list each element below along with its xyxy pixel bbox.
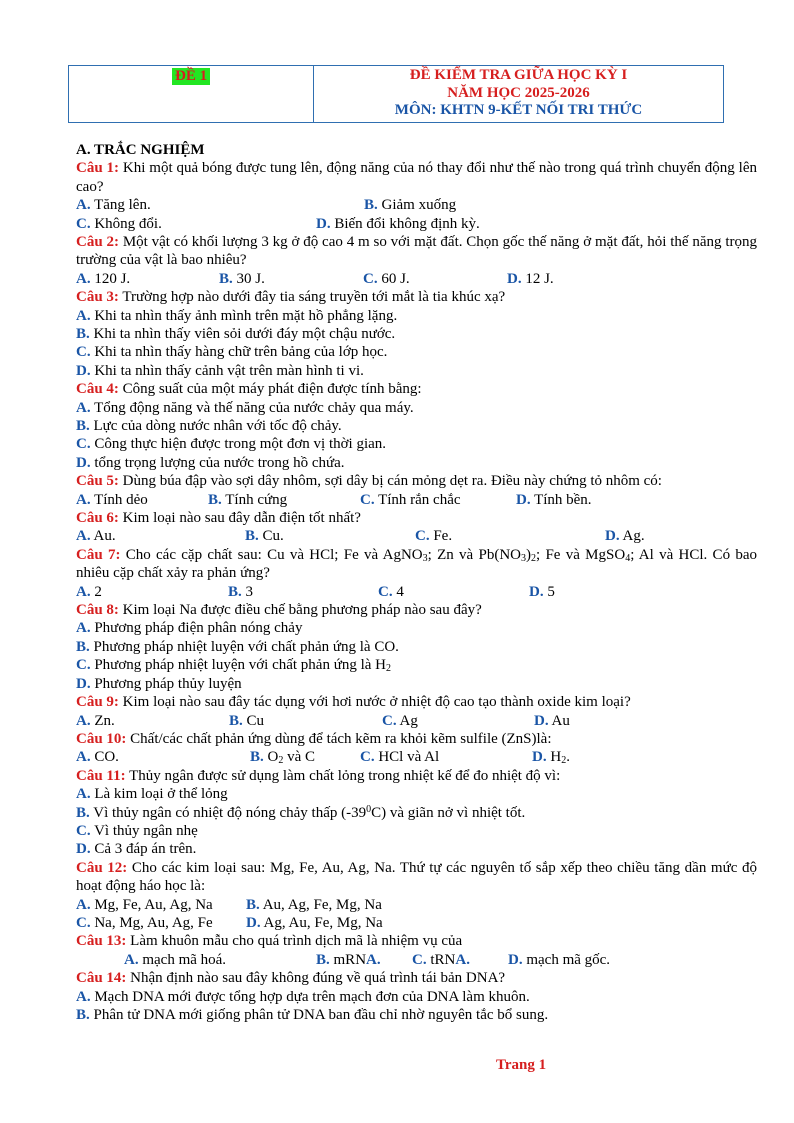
option-text: 5 [543,583,555,600]
option-key: A. [76,896,91,913]
option-key: C. [360,749,375,766]
option-key: D. [532,749,547,766]
section-title: A. TRẮC NGHIỆM [76,142,205,158]
option-text: mạch mã hoá. [138,951,227,968]
question-text: Dùng búa đập vào sợi dây nhôm, sợi dây bị cán mỏng dẹt ra. Điều này chứng tỏ nhôm có: [118,473,662,490]
question-text: Cho các kim loại sau: Mg, Fe, Au, Ag, Na. Thứ tự các nguyên tố sắp xếp theo chiều tăng dần mức độ hoạt động háo học là: [76,859,758,895]
option-line [76,822,757,840]
option-key: C. [363,270,378,287]
question-4 [76,380,757,398]
option-suffix: A. [455,951,470,968]
option-line [76,988,757,1006]
question-label: Câu 14: [76,970,127,987]
option-line [76,307,757,325]
subject-line: MÔN: KHTN 9-KẾT NỐI TRI THỨC [394,102,643,118]
option-key: D. [76,675,91,692]
option-key: C. [378,583,393,600]
option-key: C. [382,712,397,729]
option-text: Au, Ag, Fe, Mg, Na [259,896,382,913]
options-row [76,712,757,730]
question-3 [76,288,757,306]
option-text: Cu [242,712,265,729]
question-10 [76,730,757,748]
question-text: Cho các cặp chất sau: Cu và HCl; Fe và AgNO$_3$; Zn và $Pb(NO_3)_2$; Fe và MgSO$_4$; Al và HCl. Có bao nhiêu cặp chất xảy ra phản ứng? [76,546,758,582]
option-key: B. [228,583,242,600]
option-key: A. [76,528,91,545]
option-key: D. [316,215,331,232]
question-label: Câu 2: [76,234,119,250]
option-text: Tính bền. [530,491,592,508]
option-text: Au [548,712,570,729]
option-text: tổng trọng lượng của nước trong hồ chứa. [90,454,345,471]
option-key: A. [76,620,91,637]
option-text: $H_2$. [546,749,570,767]
option-text: Khi ta nhìn thấy hàng chữ trên bảng của lớp học. [90,344,388,361]
option-line [76,325,757,343]
option-key: B. [364,197,378,214]
option-line [76,675,757,693]
question-7 [76,546,757,583]
question-text: Làm khuôn mẫu cho quá trình dịch mã là nhiệm vụ của [126,933,463,950]
header-table [68,65,724,123]
option-key: A. [76,270,91,287]
option-text: Công thực hiện được trong một đơn vị thời gian. [90,436,387,453]
question-label: Câu 1: [76,160,120,177]
option-suffix: A. [366,951,381,968]
option-text: Khi ta nhìn thấy viên sỏi dưới đáy một chậu nước. [89,326,396,343]
option-text: 30 J. [232,270,265,287]
question-label: Câu 6: [76,510,119,527]
option-text: Khi ta nhìn thấy ảnh mình trên mặt hồ phẳng lặng. [90,307,398,324]
option-text: Ag. [619,528,645,545]
option-text: Phương pháp nhiệt luyện với chất phản ứng là CO. [89,638,399,655]
question-label: Câu 10: [76,730,127,747]
options-row [76,215,757,233]
option-key: D. [76,362,91,379]
question-11 [76,767,757,785]
option-text: Tăng lên. [90,197,151,214]
option-key: C. [76,436,91,453]
header-right-cell [314,66,723,122]
option-text: Phân tử DNA mới giống phân tử DNA ban đầu chỉ nhờ nguyên tắc bổ sung. [89,1006,549,1023]
option-text: Mạch DNA mới được tổng hợp dựa trên mạch đơn của DNA làm khuôn. [90,988,530,1005]
option-key: B. [76,1006,90,1023]
option-key: B. [219,270,233,287]
question-8 [76,601,757,619]
option-key: D. [508,951,523,968]
options-row [76,196,757,214]
exam-code-badge: ĐỀ 1 [172,68,210,85]
option-line [76,417,757,435]
option-text: Khi ta nhìn thấy cảnh vật trên màn hình ti vi. [90,362,364,379]
question-label: Câu 4: [76,381,119,398]
question-label: Câu 5: [76,473,119,490]
question-2 [76,233,757,270]
option-text: Tính dẻo [90,491,148,508]
option-key: B. [245,528,259,545]
question-12 [76,859,757,896]
option-line [76,362,757,380]
option-key: A. [76,988,91,1005]
option-key: C. [76,822,91,839]
option-line [76,454,757,472]
page-number: Trang 1 [496,1057,547,1073]
option-text: Phương pháp điện phân nóng chảy [90,620,303,637]
option-key: B. [229,712,243,729]
question-label: Câu 3: [76,289,119,306]
options-row [76,914,757,932]
option-text: Na, Mg, Au, Ag, Fe [90,914,213,931]
option-line [76,343,757,361]
option-key: C. [76,344,91,361]
option-line [76,1006,757,1024]
option-text: CO. [90,749,119,766]
question-6 [76,509,757,527]
option-key: C. [415,528,430,545]
option-key: C. [76,215,91,232]
option-line [76,804,757,822]
option-line [76,656,757,674]
option-key: A. [124,951,139,968]
question-text: Kim loại nào sau đây dẫn điện tốt nhất? [118,510,361,527]
question-label: Câu 11: [76,767,126,784]
option-key: D. [516,491,531,508]
option-key: D. [534,712,549,729]
option-text: tRN [426,951,456,968]
option-text: 4 [392,583,404,600]
option-text: mạch mã gốc. [522,951,611,968]
option-key: B. [76,418,90,435]
option-text: Là kim loại ở thể lỏng [90,786,228,803]
option-text: Giảm xuống [377,197,457,214]
option-text: Ag, Au, Fe, Mg, Na [260,914,383,931]
option-key: A. [76,491,91,508]
option-text: Cả 3 đáp án trên. [90,841,197,858]
option-text: Ag [396,712,418,729]
option-text: HCl và Al [374,749,440,766]
option-text: Cu. [258,528,284,545]
option-key: B. [246,896,260,913]
option-text: Tính rắn chắc [374,491,461,508]
question-text: Trường hợp nào dưới đây tia sáng truyền tới mắt là tia khúc xạ? [118,289,506,306]
option-text: 3 [241,583,254,600]
options-row [76,951,757,969]
question-text: Công suất của một máy phát điện được tính bằng: [118,381,422,398]
option-text: 120 J. [90,270,131,287]
option-key: D. [246,914,261,931]
options-row [76,583,757,601]
options-row [76,896,757,914]
option-key: B. [208,491,222,508]
option-text: Phương pháp nhiệt luyện với chất phản ứng là $H_2$ [90,657,392,675]
option-line [76,785,757,803]
option-line [76,399,757,417]
option-key: A. [76,307,91,324]
option-text: $O_2$ và C [263,749,316,767]
option-key: C. [412,951,427,968]
question-text: Nhận định nào sau đây không đúng về quá trình tái bản DNA? [126,970,506,987]
option-key: D. [507,270,522,287]
option-key: A. [76,749,91,766]
option-key: B. [316,951,330,968]
question-text: Thủy ngân được sử dụng làm chất lỏng trong nhiệt kế để đo nhiệt độ vì: [125,767,561,784]
option-text: Vì thủy ngân nhẹ [90,822,198,839]
option-line [76,435,757,453]
option-key: A. [76,583,91,600]
question-text: Một vật có khối lượng 3 kg ở độ cao 4 m so với mặt đất. Chọn gốc thế năng ở mặt đất, hỏi thế năng trọng trường của vật là bao nhiêu? [76,234,758,269]
option-key: B. [250,749,264,766]
option-key: B. [76,638,90,655]
option-text: mRN [329,951,367,968]
option-key: D. [529,583,544,600]
question-5 [76,472,757,490]
option-key: C. [76,914,91,931]
option-text: Mg, Fe, Au, Ag, Na [90,896,213,913]
question-label: Câu 8: [76,602,119,619]
options-row [76,491,757,509]
exam-content [76,141,757,1024]
options-row [76,527,757,545]
question-text: Chất/các chất phản ứng dùng để tách kẽm ra khỏi kẽm sulfile (ZnS)là: [126,730,552,747]
exam-title: ĐỀ KIỂM TRA GIỮA HỌC KỲ I [409,67,628,83]
option-key: C. [76,657,91,674]
option-key: A. [76,712,91,729]
option-text: 12 J. [521,270,554,287]
options-row [76,748,757,766]
option-key: D. [76,454,91,471]
option-line [76,840,757,858]
option-key: A. [76,786,91,803]
question-label: Câu 13: [76,933,127,950]
option-key: A. [76,197,91,214]
option-line [76,638,757,656]
question-text: Kim loại Na được điều chế bằng phương pháp nào sau đây? [118,602,482,619]
option-text: Zn. [90,712,115,729]
option-text: Tổng động năng và thế năng của nước chảy qua máy. [90,399,414,416]
option-text: Au. [90,528,116,545]
options-row [76,270,757,288]
option-text: Tính cứng [221,491,288,508]
question-14 [76,969,757,987]
question-text: Khi một quả bóng được tung lên, động năng của nó thay đổi như thế nào trong quá trình chuyển động lên cao? [76,160,758,195]
option-text: Không đổi. [90,215,162,232]
question-1 [76,159,757,196]
question-13 [76,932,757,950]
option-key: B. [76,326,90,343]
option-line [76,619,757,637]
option-key: D. [605,528,620,545]
question-label: Câu 12: [76,859,128,876]
option-key: B. [76,804,90,821]
option-key: C. [360,491,375,508]
option-key: D. [76,841,91,858]
question-label: Câu 7: [76,546,121,563]
question-label: Câu 9: [76,694,119,711]
option-text: Biến đổi không định kỳ. [330,215,480,232]
option-text: Phương pháp thủy luyện [90,675,242,692]
option-text: Lực của dòng nước nhân với tốc độ chảy. [89,418,342,435]
option-text: 60 J. [377,270,410,287]
option-text: 2 [90,583,102,600]
header-left-cell [69,66,314,122]
option-key: A. [76,399,91,416]
question-text: Kim loại nào sau đây tác dụng với hơi nước ở nhiệt độ cao tạo thành oxide kim loại? [118,694,631,711]
question-9 [76,693,757,711]
option-text: Fe. [429,528,453,545]
option-text: Vì thủy ngân có nhiệt độ nóng chảy thấp $(-39^0C)$ và giãn nở vì nhiệt tốt. [89,803,526,821]
school-year: NĂM HỌC 2025-2026 [447,84,590,101]
